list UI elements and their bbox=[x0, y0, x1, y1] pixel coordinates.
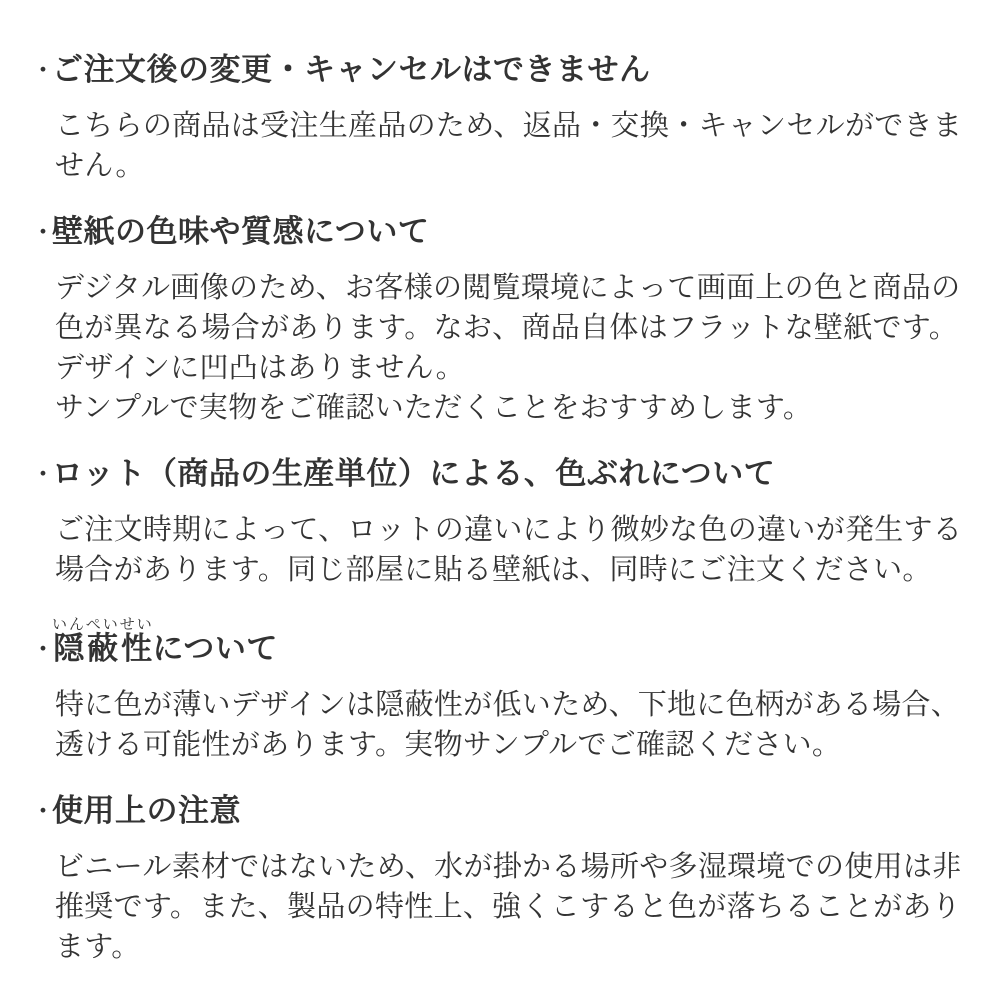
section-opacity bbox=[30, 616, 965, 765]
section-heading: ロット（商品の生産単位）による、色ぶれについて bbox=[52, 456, 776, 491]
section-heading: 壁紙の色味や質感について bbox=[52, 214, 430, 249]
section-heading-row bbox=[30, 454, 965, 494]
body-paragraph: デジタル画像のため、お客様の閲覧環境によって画面上の色と商品の色が異なる場合があります。なお、商品自体はフラットな壁紙です。 bbox=[55, 272, 961, 344]
body-paragraph: こちらの商品は受注生産品のため、返品・交換・キャンセルができません。 bbox=[55, 110, 963, 182]
body-paragraph: サンプルで実物をご確認いただくことをおすすめします。 bbox=[55, 392, 813, 424]
section-body bbox=[55, 268, 965, 428]
section-heading-row bbox=[30, 616, 965, 669]
body-paragraph: ビニール素材ではないため、水が掛かる場所や多湿環境での使用は非推奨です。また、製品の特性上、強くこすると色が落ちることがあります。 bbox=[55, 851, 962, 963]
section-heading-row bbox=[30, 212, 965, 252]
heading-suffix: について bbox=[152, 631, 278, 666]
section-heading: ご注文後の変更・キャンセルはできません bbox=[52, 52, 651, 87]
section-heading: 使用上の注意 bbox=[52, 793, 241, 828]
body-paragraph: ご注文時期によって、ロットの違いにより微妙な色の違いが発生する場合があります。同じ部屋に貼る壁紙は、同時にご注文ください。 bbox=[55, 514, 963, 586]
section-body bbox=[55, 685, 965, 765]
bullet-icon: ・ bbox=[30, 459, 57, 489]
section-body bbox=[55, 106, 965, 186]
bullet-icon: ・ bbox=[30, 55, 57, 85]
heading-ruby bbox=[52, 616, 154, 666]
bullet-icon: ・ bbox=[30, 634, 57, 664]
section-heading-row bbox=[30, 50, 965, 90]
body-paragraph: デザインに凹凸はありません。 bbox=[55, 352, 465, 384]
body-paragraph: 特に色が薄いデザインは隠蔽性が低いため、下地に色柄がある場合、透ける可能性があります。実物サンプルでご確認ください。 bbox=[55, 689, 961, 761]
section-body bbox=[55, 510, 965, 590]
ruby-furigana: いんぺいせい bbox=[52, 616, 154, 633]
section-body bbox=[55, 847, 965, 967]
bullet-icon: ・ bbox=[30, 796, 57, 826]
section-usage-precautions bbox=[30, 791, 965, 967]
section-heading bbox=[52, 616, 278, 669]
ruby-base: 隠蔽性 bbox=[52, 631, 154, 666]
section-color-and-texture bbox=[30, 212, 965, 428]
section-no-changes-or-cancellation bbox=[30, 50, 965, 186]
section-lot-color-variation bbox=[30, 454, 965, 590]
bullet-icon: ・ bbox=[30, 217, 57, 247]
section-heading-row bbox=[30, 791, 965, 831]
